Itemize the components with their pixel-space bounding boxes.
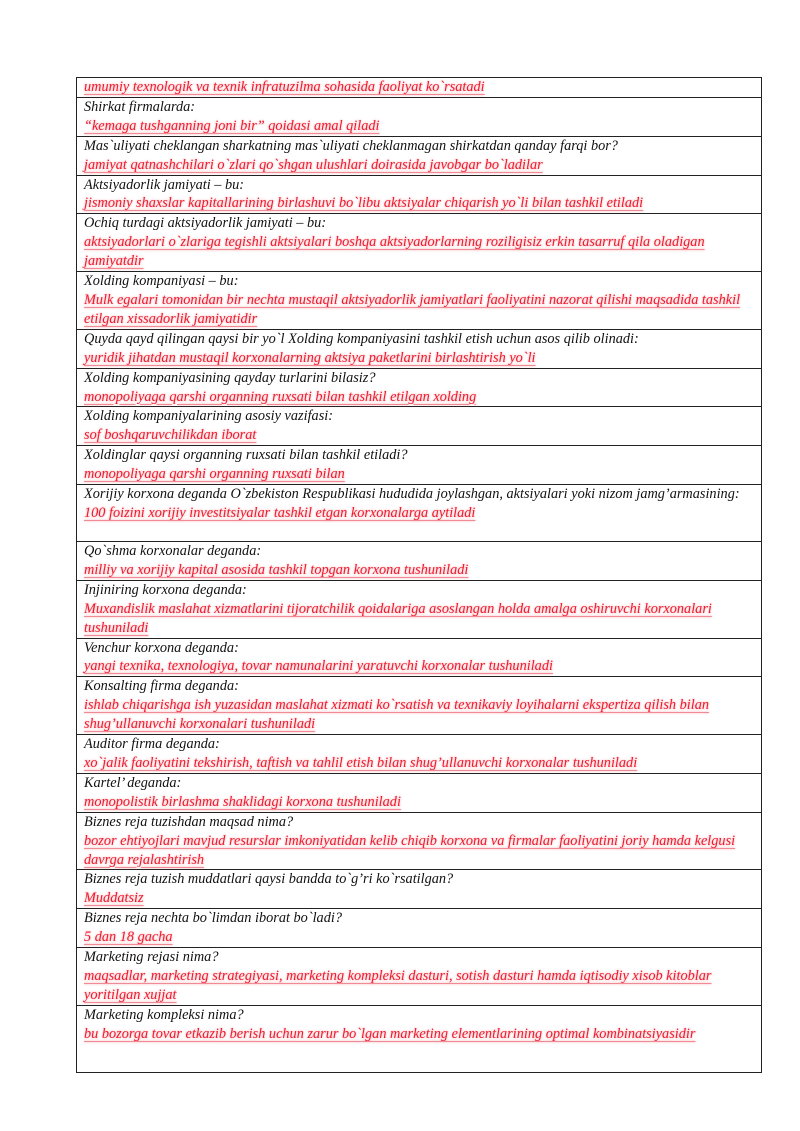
qa-row	[77, 407, 762, 446]
qa-row	[77, 1005, 762, 1072]
question-text: Xorijiy korxona deganda O`zbekiston Respublikasi hududida joylashgan, aktsiyalari yoki nizom jamg’armasining:	[84, 486, 740, 503]
qa-row	[77, 870, 762, 909]
answer-text: bu bozorga tovar etkazib berish uchun zarur bo`lgan marketing elementlarining optimal kombinatsiyasidir	[84, 1025, 696, 1042]
question-text: Auditor firma deganda:	[84, 736, 220, 753]
answer-text: ishlab chiqarishga ish yuzasidan maslahat xizmati ko`rsatish va texnikaviy loyihalarni ekspertiza qilish bilan shug’ullanuvchi korxonalari tushuniladi	[84, 697, 710, 733]
question-text: Xolding kompaniyasi – bu:	[84, 273, 239, 290]
qa-row	[77, 368, 762, 407]
answer-text: monopoliyaga qarshi organning ruxsati bilan tashkil etilgan xolding	[84, 388, 477, 405]
answer-text: yangi texnika, texnologiya, tovar namunalarini yaratuvchi korxonalar tushuniladi	[84, 658, 553, 675]
qa-cell	[77, 485, 762, 542]
question-text: Biznes reja tuzish muddatlari qaysi bandda to`g’ri ko`rsatilgan?	[84, 871, 454, 888]
answer-text: milliy va xorijiy kapital asosida tashkil topgan korxona tushuniladi	[84, 561, 469, 578]
qa-row	[77, 329, 762, 368]
question-text: Biznes reja nechta bo`limdan iborat bo`ladi?	[84, 910, 342, 927]
qa-cell	[77, 812, 762, 870]
qa-row	[77, 175, 762, 214]
qa-cell	[77, 407, 762, 446]
qa-row	[77, 446, 762, 485]
answer-text: jamiyat qatnashchilari o`zlari qo`shgan ulushlari doirasida javobgar bo`ladilar	[84, 156, 543, 173]
qa-row	[77, 78, 762, 98]
answer-text: umumiy texnologik va texnik infratuzilma sohasida faoliyat ko`rsatadi	[84, 79, 485, 95]
qa-cell	[77, 580, 762, 638]
qa-cell	[77, 446, 762, 485]
question-text: Shirkat firmalarda:	[84, 98, 196, 115]
qa-row	[77, 580, 762, 638]
qa-cell	[77, 368, 762, 407]
qa-cell	[77, 214, 762, 272]
qa-row	[77, 909, 762, 948]
question-text: Ochiq turdagi aktsiyadorlik jamiyati – bu:	[84, 215, 327, 232]
qa-row	[77, 136, 762, 175]
question-text: Venchur korxona deganda:	[84, 639, 239, 656]
qa-cell	[77, 870, 762, 909]
qa-cell	[77, 677, 762, 735]
answer-text: Muxandislik maslahat xizmatlarini tijoratchilik qoidalariga asoslangan holda amalga oshiruvchi korxonalari tushuniladi	[84, 600, 712, 636]
answer-text: 5 dan 18 gacha	[84, 929, 173, 946]
qa-cell	[77, 97, 762, 136]
qa-table-body	[77, 78, 762, 1073]
qa-row	[77, 812, 762, 870]
qa-row	[77, 735, 762, 774]
qa-cell	[77, 329, 762, 368]
answer-text: xo`jalik faoliyatini tekshirish, taftish va tahlil etish bilan shug’ullanuvchi korxonalar tushuniladi	[84, 755, 638, 771]
qa-cell	[77, 78, 762, 98]
qa-cell	[77, 909, 762, 948]
question-text: Biznes reja tuzishdan maqsad nima?	[84, 813, 294, 830]
answer-text: monopoliyaga qarshi organning ruxsati bilan	[84, 466, 345, 483]
question-text: Quyda qayd qilingan qaysi bir yo`l Xolding kompaniyasini tashkil etish uchun asos qilib olinadi:	[84, 330, 639, 347]
answer-text: yuridik jihatdan mustaqil korxonalarning aktsiya paketlarini birlashtirish yo`li	[84, 349, 536, 366]
qa-cell	[77, 1005, 762, 1072]
answer-text: aktsiyadorlari o`zlariga tegishli aktsiyalari boshqa aktsiyadorlarning roziligisiz erkin tasarruf qila oladigan jamiyatdir	[84, 234, 705, 270]
qa-row	[77, 773, 762, 812]
qa-cell	[77, 948, 762, 1006]
qa-row	[77, 542, 762, 581]
question-text: Xolding kompaniyasining qayday turlarini bilasiz?	[84, 369, 376, 386]
qa-row	[77, 638, 762, 677]
qa-cell	[77, 272, 762, 330]
qa-row	[77, 272, 762, 330]
qa-cell	[77, 773, 762, 812]
question-text: Kartel’ deganda:	[84, 774, 182, 791]
question-text: Xoldinglar qaysi organning ruxsati bilan tashkil etiladi?	[84, 447, 408, 464]
question-text: Konsalting firma deganda:	[84, 678, 239, 695]
question-text: Marketing kompleksi nima?	[84, 1006, 244, 1023]
answer-text: “kemaga tushganning joni bir” qoidasi amal qiladi	[84, 117, 380, 134]
qa-row	[77, 677, 762, 735]
answer-text: 100 foizini xorijiy investitsiyalar tashkil etgan korxonalarga aytiladi	[84, 504, 476, 521]
answer-text: maqsadlar, marketing strategiyasi, marketing kompleksi dasturi, sotish dasturi hamda iqtisodiy xisob kitoblar yoritilgan xujjat	[84, 967, 712, 1003]
qa-cell	[77, 638, 762, 677]
qa-row	[77, 485, 762, 542]
answer-text: Muddatsiz	[84, 890, 144, 907]
question-text: Aktsiyadorlik jamiyati – bu:	[84, 176, 245, 193]
qa-cell	[77, 136, 762, 175]
qa-cell	[77, 735, 762, 774]
qa-cell	[77, 542, 762, 581]
answer-text: bozor ehtiyojlari mavjud resurslar imkoniyatidan kelib chiqib korxona va firmalar faoliyatini joriy hamda kelgusi davrga rejalashtirish	[84, 832, 736, 868]
answer-text: sof boshqaruvchilikdan iborat	[84, 427, 257, 444]
question-text: Qo`shma korxonalar deganda:	[84, 543, 262, 560]
qa-row	[77, 214, 762, 272]
qa-row	[77, 97, 762, 136]
question-text: Mas`uliyati cheklangan sharkatning mas`uliyati cheklanmagan shirkatdan qanday farqi bor?	[84, 137, 618, 154]
answer-text: jismoniy shaxslar kapitallarining birlashuvi bo`libu aktsiyalar chiqarish yo`li bilan tashkil etiladi	[84, 195, 644, 212]
answer-text: monopolistik birlashma shaklidagi korxona tushuniladi	[84, 793, 401, 810]
qa-row	[77, 948, 762, 1006]
question-text: Injiniring korxona deganda:	[84, 581, 247, 598]
qa-table	[76, 77, 762, 1073]
answer-text: Mulk egalari tomonidan bir nechta mustaqil aktsiyadorlik jamiyatlari faoliyatini nazorat qilishi maqsadida tashkil etilgan xissadorlik jamiyatidir	[84, 291, 741, 327]
question-text: Xolding kompaniyalarining asosiy vazifasi:	[84, 408, 333, 425]
qa-cell	[77, 175, 762, 214]
question-text: Marketing rejasi nima?	[84, 949, 219, 966]
